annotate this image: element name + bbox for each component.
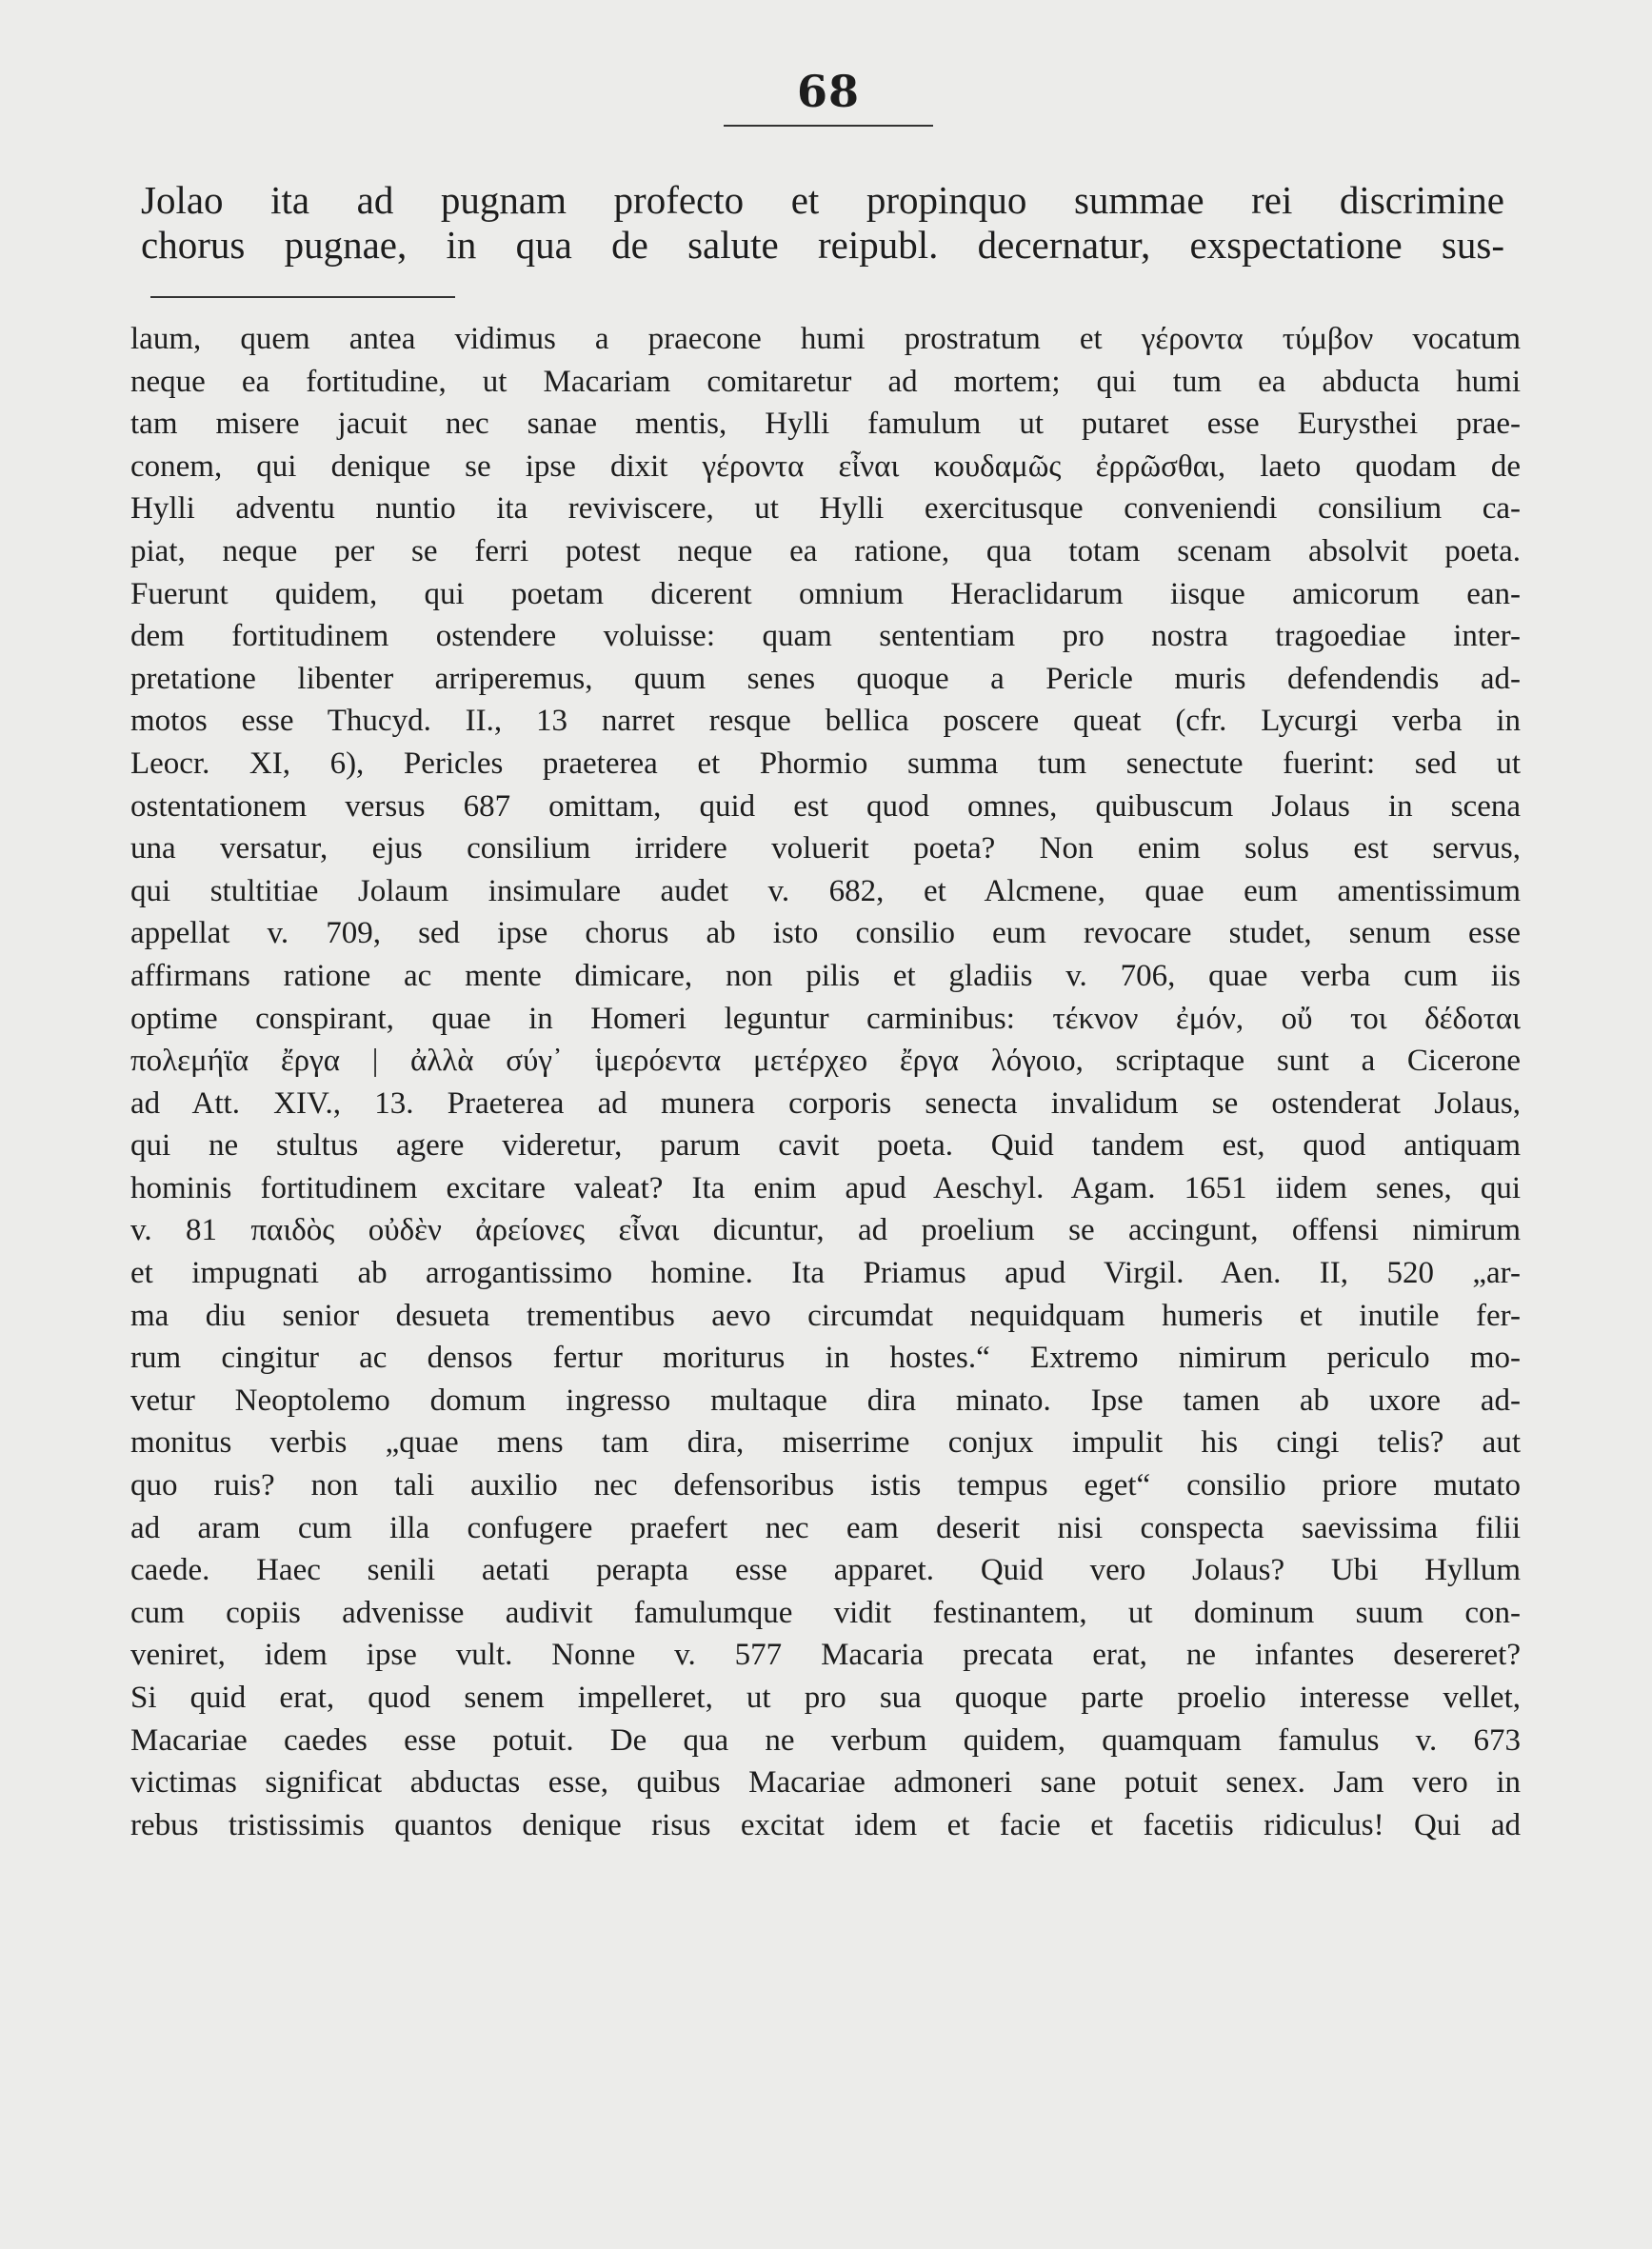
footnote-line: vetur Neoptolemo domum ingresso multaque dira minato. Ipse tamen ab uxore ad- [130,1383,1521,1418]
footnote-line: Macariae caedes esse potuit. De qua ne verbum quidem, quamquam famulus v. 673 [130,1722,1521,1758]
footnote-line: hominis fortitudinem excitare valeat? Ita enim apud Aeschyl. Agam. 1651 iidem senes, qui [130,1170,1521,1205]
main-text [141,178,1504,268]
footnote-line: Fuerunt quidem, qui poetam dicerent omnium Heraclidarum iisque amicorum ean- [130,576,1521,611]
footnote-line: v. 81 παιδὸς οὐδὲν ἀρείονες εἶναι dicuntur, ad proelium se accingunt, offensi nimirum [130,1213,1521,1248]
footnote-line: Leocr. XI, 6), Pericles praeterea et Phormio summa tum senectute fuerint: sed ut [130,746,1521,781]
footnote-line: neque ea fortitudine, ut Macariam comitaretur ad mortem; qui tum ea abducta humi [130,364,1521,399]
footnote-rule [150,296,455,298]
footnote-line: conem, qui denique se ipse dixit γέροντα εἶναι κουδαμῶς ἐρρῶσθαι, laeto quodam de [130,448,1521,484]
footnote-line: victimas significat abductas esse, quibus Macariae admoneri sane potuit senex. Jam vero in [130,1765,1521,1801]
main-text-line: Jolao ita ad pugnam profecto et propinquo summae rei discrimine [141,178,1504,222]
footnote-line: qui ne stultus agere videretur, parum cavit poeta. Quid tandem est, quod antiquam [130,1128,1521,1164]
footnote-line: appellat v. 709, sed ipse chorus ab isto consilio eum revocare studet, senum esse [130,916,1521,951]
footnote-line: caede. Haec senili aetati perapta esse apparet. Quid vero Jolaus? Ubi Hyllum [130,1553,1521,1588]
footnote-line: piat, neque per se ferri potest neque ea ratione, qua totam scenam absolvit poeta. [130,533,1521,568]
footnote-line: ostentationem versus 687 omittam, quid est quod omnes, quibuscum Jolaus in scena [130,788,1521,824]
footnote-line: motos esse Thucyd. II., 13 narret resque bellica poscere queat (cfr. Lycurgi verba in [130,704,1521,739]
footnote-line: Si quid erat, quod senem impelleret, ut pro sua quoque parte proelio interesse vellet, [130,1681,1521,1715]
footnote-line: quo ruis? non tali auxilio nec defensoribus istis tempus eget“ consilio priore mutato [130,1468,1521,1503]
footnote-line: πολεμήϊα ἔργα | ἀλλὰ σύγ᾽ ἱμερόεντα μετέρχεο ἔργα λόγοιο, scriptaque sunt a Cicerone [130,1044,1521,1079]
footnote-line: Hylli adventu nuntio ita reviviscere, ut Hylli exercitusque conveniendi consilium ca- [130,491,1521,527]
header-rule [724,125,933,127]
main-text-line: chorus pugnae, in qua de salute reipubl. decernatur, exspectatione sus- [141,223,1504,267]
footnote-line: tam misere jacuit nec sanae mentis, Hylli famulum ut putaret esse Eurysthei prae- [130,407,1521,442]
page-number: 68 [796,66,860,117]
footnote-line: affirmans ratione ac mente dimicare, non pilis et gladiis v. 706, quae verba cum iis [130,958,1521,993]
footnote-line: dem fortitudinem ostendere voluisse: quam sententiam pro nostra tragoediae inter- [130,619,1521,654]
footnote-line: pretatione libenter arriperemus, quum senes quoque a Pericle muris defendendis ad- [130,661,1521,696]
footnote-line: ma diu senior desueta trementibus aevo circumdat nequidquam humeris et inutile fer- [130,1298,1521,1333]
footnote-line: optime conspirant, quae in Homeri leguntur carminibus: τέκνον ἐμόν, οὔ τοι δέδοται [130,1001,1521,1036]
footnote-line: monitus verbis „quae mens tam dira, miserrime conjux impulit his cingi telis? aut [130,1425,1521,1461]
footnote-line: veniret, idem ipse vult. Nonne v. 577 Macaria precata erat, ne infantes desereret? [130,1638,1521,1673]
footnote-line: una versatur, ejus consilium irridere voluerit poeta? Non enim solus est servus, [130,831,1521,866]
footnote-line: rum cingitur ac densos fertur moriturus in hostes.“ Extremo nimirum periculo mo- [130,1341,1521,1376]
footnote-line: cum copiis advenisse audivit famulumque vidit festinantem, ut dominum suum con- [130,1595,1521,1630]
footnote-line: ad aram cum illa confugere praefert nec eam deserit nisi conspecta saevissima filii [130,1510,1521,1545]
footnote [130,318,1521,1846]
footnote-line: laum, quem antea vidimus a praecone humi prostratum et γέροντα τύμβον vocatum [130,322,1521,356]
footnote-line: rebus tristissimis quantos denique risus excitat idem et facie et facetiis ridiculus! Qui ad [130,1807,1521,1842]
footnote-line: et impugnati ab arrogantissimo homine. Ita Priamus apud Virgil. Aen. II, 520 „ar- [130,1256,1521,1291]
footnote-line: qui stultitiae Jolaum insimulare audet v. 682, et Alcmene, quae eum amentissimum [130,873,1521,908]
footnote-line: ad Att. XIV., 13. Praeterea ad munera corporis senecta invalidum se ostenderat Jolaus, [130,1085,1521,1121]
